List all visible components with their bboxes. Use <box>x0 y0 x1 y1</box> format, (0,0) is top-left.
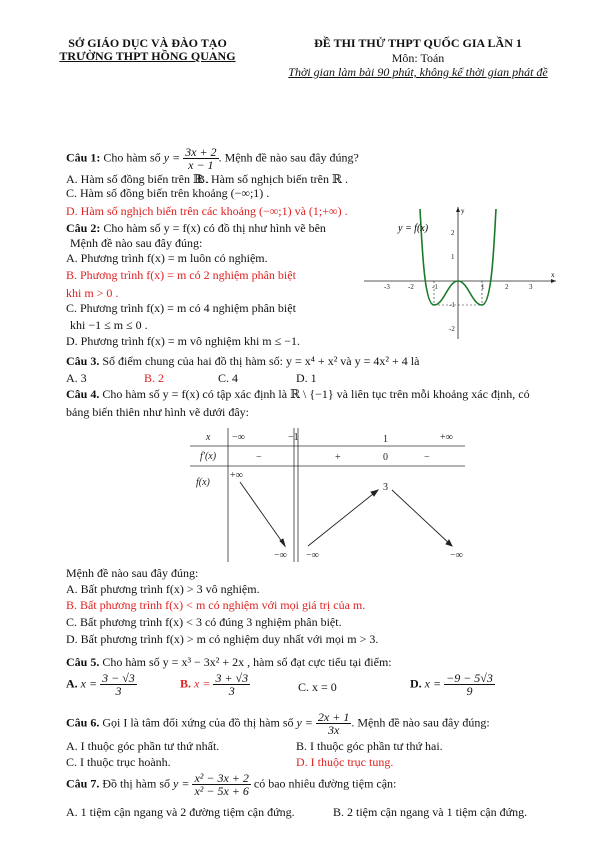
row-fprime-label: f′(x) <box>200 451 217 462</box>
q1-fraction: $\frac{3x + 2}{x - 1}$ <box>185 145 217 172</box>
f-neg-inf-right: −∞ <box>306 550 319 561</box>
q1-option-d[interactable]: D. Hàm số nghịch biến trên các khoảng (−∞;1) và (1;+∞) . <box>66 204 348 218</box>
q2-option-c-cont: khi −1 ≤ m ≤ 0 . <box>70 318 148 332</box>
x-minus-one: −1 <box>288 432 299 443</box>
q3-option-a[interactable]: A. 3 <box>66 371 87 385</box>
f-max-3: 3 <box>383 482 388 493</box>
x-tick: -2 <box>408 283 414 291</box>
variation-table <box>190 428 465 564</box>
row-x-label: x <box>206 432 211 443</box>
y-tick: 2 <box>451 229 455 237</box>
q2-option-b[interactable]: B. Phương trình f(x) = m có 2 nghiệm phân biệt <box>66 268 296 282</box>
q4-stem-cont: bảng biến thiên như hình vẽ dưới đây: <box>66 405 249 419</box>
f-pos-inf: +∞ <box>230 470 243 481</box>
question-5-stem: Câu 5. Cho hàm số y = x³ − 3x² + 2x , hàm số đạt cực tiểu tại điểm: <box>66 655 392 669</box>
q3-option-c[interactable]: C. 4 <box>218 371 239 385</box>
q2-function-graph <box>360 203 560 343</box>
exam-subject: Môn: Toán <box>391 51 445 65</box>
q4-option-c[interactable]: C. Bất phương trình f(x) < 3 có đúng 3 nghiệm phân biệt. <box>66 615 342 629</box>
q4-option-a[interactable]: A. Bất phương trình f(x) > 3 vô nghiệm. <box>66 582 260 596</box>
q4-option-b[interactable]: B. Bất phương trình f(x) < m có nghiệm với mọi giá trị của m. <box>66 598 366 612</box>
x-pos-inf: +∞ <box>440 432 453 443</box>
q2-option-a[interactable]: A. Phương trình f(x) = m luôn có nghiệm. <box>66 251 268 265</box>
q2-option-d[interactable]: D. Phương trình f(x) = m vô nghiệm khi m ≤ −1. <box>66 334 300 348</box>
x-tick: 1 <box>481 283 485 291</box>
fp-sign-3: − <box>424 452 430 463</box>
question-4-stem: Câu 4. Cho hàm số y = f(x) có tập xác định là ℝ \ {−1} và liên tục trên mỗi khoảng xác định, có <box>66 387 530 401</box>
y-tick: -2 <box>449 325 455 333</box>
q7-option-b[interactable]: B. 2 tiệm cận ngang và 1 tiệm cận đứng. <box>333 805 528 819</box>
f-neg-inf-left: −∞ <box>274 550 287 561</box>
question-3-stem: Câu 3. Số điểm chung của hai đồ thị hàm số: y = x⁴ + x² và y = 4x² + 4 là <box>66 354 420 368</box>
fp-zero: 0 <box>383 452 388 463</box>
q5-option-b[interactable]: B. x = $\frac{3 + √3}{3}$ <box>180 671 249 698</box>
graph-label: y = f(x) <box>398 223 429 234</box>
row-f-label: f(x) <box>196 477 210 488</box>
question-2-stem: Câu 2: Cho hàm số y = f(x) có đồ thị như hình vẽ bên <box>66 221 326 235</box>
x-tick: -1 <box>432 283 438 291</box>
q4-option-d[interactable]: D. Bất phương trình f(x) > m có nghiệm duy nhất với mọi m > 3. <box>66 632 379 646</box>
q2-option-c[interactable]: C. Phương trình f(x) = m có 4 nghiệm phân biệt <box>66 301 296 315</box>
f-neg-inf-end: −∞ <box>450 550 463 561</box>
question-7-stem: Câu 7. Đồ thị hàm số y = $\frac{\text{x² − 3x + 2}}{\text{x² − 5x + 6}}$ có bao nhiêu đường tiệm cận: <box>66 771 397 798</box>
q2-option-b-cont: khi m > 0 . <box>66 286 119 300</box>
q5-option-d[interactable]: D. x = $\frac{-9 - 5√3}{9}$ <box>410 671 493 698</box>
x-tick: 2 <box>505 283 509 291</box>
q1-option-c[interactable]: C. Hàm số đồng biến trên khoảng (−∞;1) . <box>66 186 270 200</box>
school-name: TRƯỜNG THPT HỒNG QUANG <box>59 49 236 63</box>
x-tick: 3 <box>529 283 533 291</box>
school-department: SỞ GIÁO DỤC VÀ ĐÀO TẠO <box>68 36 227 50</box>
exam-title: ĐỀ THI THỬ THPT QUỐC GIA LẦN 1 <box>314 36 522 50</box>
q2-prompt: Mệnh đề nào sau đây đúng: <box>70 236 203 250</box>
q6-option-d[interactable]: D. I thuộc trục tung. <box>296 755 394 769</box>
x-tick: -3 <box>384 283 390 291</box>
q4-prompt: Mệnh đề nào sau đây đúng: <box>66 566 199 580</box>
question-1-stem: Câu 1: Cho hàm số y = $\frac{3x + 2}{x - 1}$ . Mệnh đề nào sau đây đúng? <box>66 145 359 172</box>
question-6-stem: Câu 6. Gọi I là tâm đối xứng của đồ thị hàm số y = $\frac{2x + 1}{3x}$ . Mệnh đề nào sau đây đúng: <box>66 710 490 737</box>
exam-time: Thời gian làm bài 90 phút, không kể thời gian phát đề <box>288 65 548 79</box>
fp-sign-2: + <box>335 452 341 463</box>
q6-option-a[interactable]: A. I thuộc góc phần tư thứ nhất. <box>66 739 220 753</box>
fp-sign-1: − <box>256 452 262 463</box>
q5-option-a[interactable]: A. x = $\frac{3 - √3}{3}$ <box>66 671 135 698</box>
q6-option-c[interactable]: C. I thuộc trục hoành. <box>66 755 171 769</box>
y-tick: 1 <box>451 253 455 261</box>
y-tick: -1 <box>449 301 455 309</box>
q6-option-b[interactable]: B. I thuộc góc phần tư thứ hai. <box>296 739 443 753</box>
y-axis-label: y <box>461 207 465 215</box>
x-one: 1 <box>383 434 388 445</box>
q1-option-a[interactable]: A. Hàm số đồng biến trên ℝ . <box>66 172 209 186</box>
q3-option-d[interactable]: D. 1 <box>296 371 317 385</box>
q5-option-c[interactable]: C. x = 0 <box>298 680 337 694</box>
x-neg-inf: −∞ <box>232 432 245 443</box>
q3-option-b[interactable]: B. 2 <box>144 371 165 385</box>
q7-option-a[interactable]: A. 1 tiệm cận ngang và 2 đường tiệm cận đứng. <box>66 805 295 819</box>
q1-option-b[interactable]: B. Hàm số nghịch biến trên ℝ . <box>197 172 348 186</box>
x-axis-label: x <box>551 271 555 279</box>
